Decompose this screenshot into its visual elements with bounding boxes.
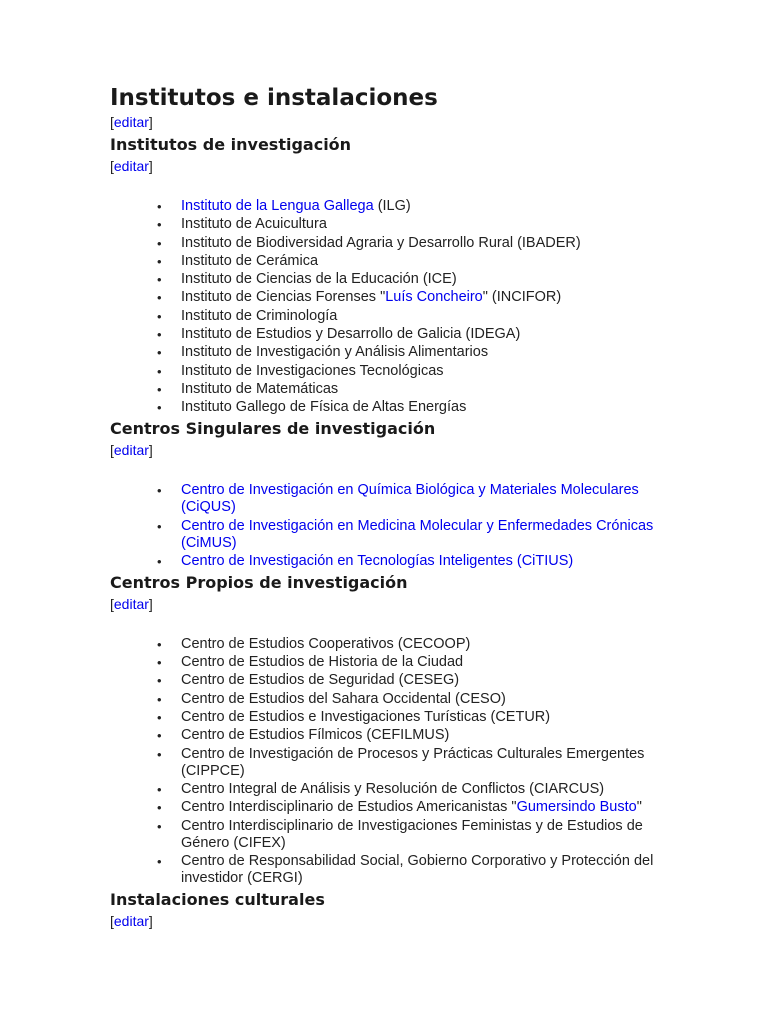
article-content [110,84,710,931]
list-item [181,709,661,726]
section-heading-culturales: Instalaciones culturales [110,889,325,909]
list-item [181,399,661,416]
list-item [181,818,661,852]
list-item-text: Instituto de Cerámica [181,252,319,269]
list-item [181,746,661,780]
institutos-list [181,198,661,416]
list-item-text: Centro de Investigación de Procesos y Prácticas Culturales Emergentes (CIPPCE) [181,745,645,779]
list-item [181,198,661,215]
list-item-link[interactable]: Centro de Investigación en Química Biológica y Materiales Moleculares (CiQUS) [181,482,639,516]
list-item-link[interactable]: Centro de Investigación en Medicina Molecular y Enfermedades Crónicas (CiMUS) [181,517,654,551]
list-item [181,289,661,306]
list-item-link[interactable]: Gumersindo Busto [516,799,637,816]
list-item [181,326,661,343]
list-item [181,672,661,689]
list-item-text: Instituto de Investigación y Análisis Alimentarios [181,344,489,361]
edit-link[interactable]: editar [113,442,149,459]
list-item-link[interactable]: Instituto de la Lengua Gallega [181,198,374,214]
list-item [181,308,661,325]
list-item-text: Centro de Estudios e Investigaciones Turísticas (CETUR) [181,709,551,726]
list-item-text: Instituto de Investigaciones Tecnológicas [181,362,444,379]
edit-section-link: [editar] [110,442,153,459]
page-title: Institutos e instalaciones [110,85,438,111]
edit-link[interactable]: editar [113,595,149,612]
list-item [181,344,661,361]
section-heading-singulares: Centros Singulares de investigación [110,419,436,439]
list-item-text: Instituto de Criminología [181,307,338,324]
list-item [181,853,661,887]
list-item-text: Centro de Estudios del Sahara Occidental (CESO) [181,690,506,707]
edit-section-link: [editar] [110,158,153,174]
list-item-text: Instituto de Matemáticas [181,380,339,397]
list-item [181,518,661,552]
list-item-link[interactable]: Centro de Investigación en Tecnologías Inteligentes (CiTIUS) [181,552,574,569]
list-item-text: Centro de Estudios de Historia de la Ciudad [181,654,464,671]
edit-link[interactable]: editar [113,114,149,130]
list-item-link[interactable]: Luís Concheiro [385,289,483,306]
list-item-text: Instituto de Estudios y Desarrollo de Galicia (IDEGA) [181,326,521,343]
list-item [181,381,661,398]
section-heading-institutos: Institutos de investigación [110,135,352,154]
list-item [181,654,661,671]
section-heading-propios: Centros Propios de investigación [110,572,408,592]
list-item-text: " (INCIFOR) [482,289,562,306]
list-item-text: Instituto de Ciencias Forenses " [181,289,386,306]
list-item [181,253,661,270]
list-item [181,727,661,744]
list-item-text: Instituto de Biodiversidad Agraria y Desarrollo Rural (IBADER) [181,234,581,251]
list-item-text: (ILG) [373,198,411,214]
list-item [181,799,661,816]
list-item-text: Centro Interdisciplinario de Estudios Americanistas " [181,799,517,816]
list-item [181,363,661,380]
list-item-text: Centro de Responsabilidad Social, Gobierno Corporativo y Protección del investidor (CERGI) [181,852,654,886]
list-item-text: Instituto de Ciencias de la Educación (ICE) [181,271,457,288]
propios-list [181,636,661,887]
list-item-text: Centro de Estudios de Seguridad (CESEG) [181,672,460,689]
list-item [181,553,661,570]
edit-section-link: [editar] [110,114,153,130]
edit-section-link: [editar] [110,912,153,929]
edit-link[interactable]: editar [113,158,149,174]
list-item [181,781,661,798]
list-item-text: Centro de Estudios Fílmicos (CEFILMUS) [181,727,450,744]
list-item [181,271,661,288]
singulares-list [181,482,661,570]
list-item-text: Centro de Estudios Cooperativos (CECOOP) [181,635,471,652]
list-item [181,235,661,252]
edit-section-link: [editar] [110,595,153,612]
list-item [181,636,661,653]
list-item [181,216,661,233]
list-item-text: " [636,799,642,816]
list-item-text: Centro Interdisciplinario de Investigaciones Feministas y de Estudios de Género (CIFEX) [181,817,643,851]
list-item-text: Instituto Gallego de Física de Altas Energías [181,399,467,416]
list-item-text: Instituto de Acuicultura [181,216,327,233]
list-item [181,691,661,708]
edit-link[interactable]: editar [113,912,149,929]
list-item [181,482,661,516]
list-item-text: Centro Integral de Análisis y Resolución de Conflictos (CIARCUS) [181,780,605,797]
